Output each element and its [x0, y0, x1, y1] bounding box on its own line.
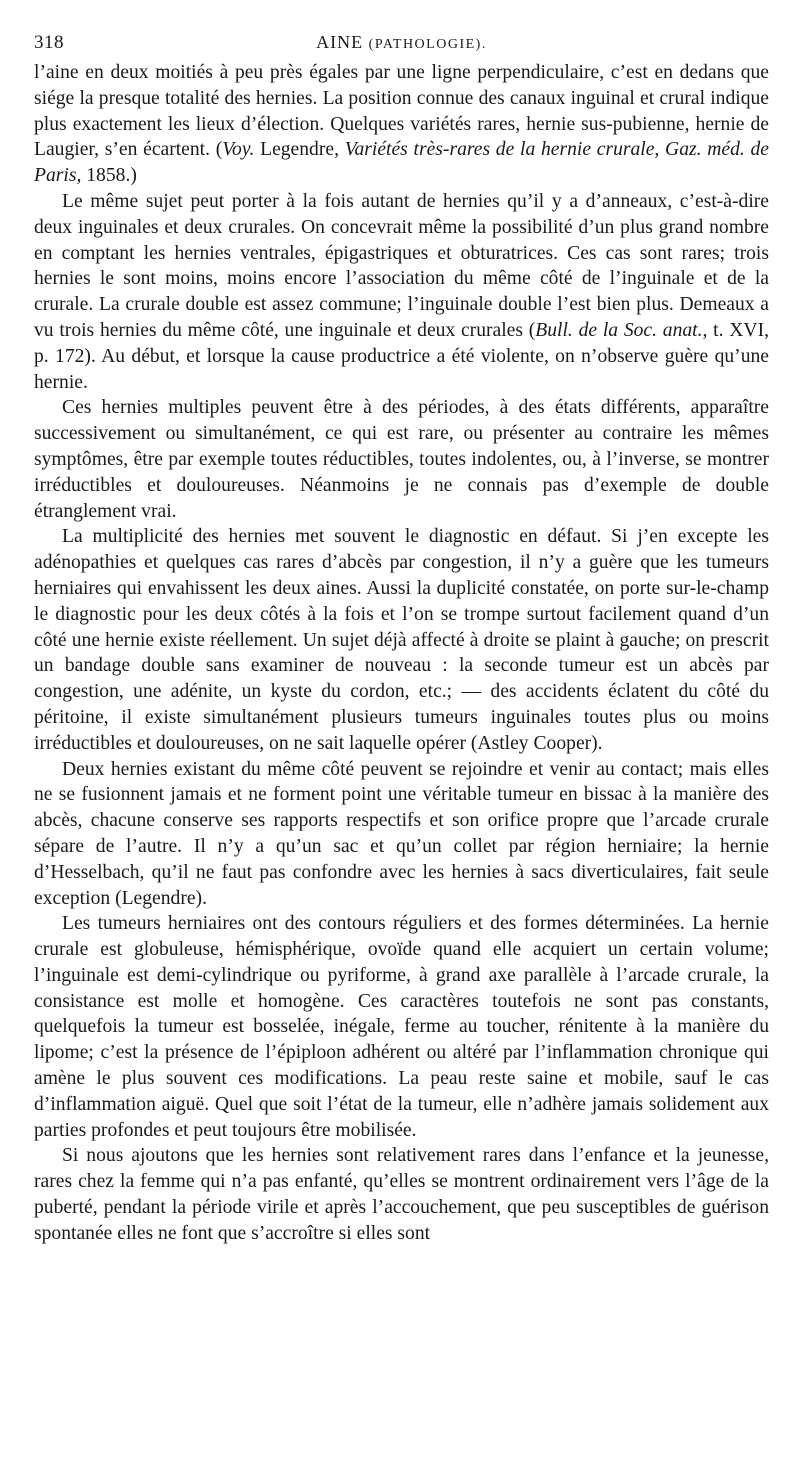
- paragraph: [34, 60, 769, 189]
- paragraph-text: 1858.): [81, 165, 137, 187]
- paragraph-text: Legendre,: [254, 139, 345, 161]
- paragraph-text: Le même sujet peut porter à la fois autant de hernies qu’il y a d’anneaux, c’est-à-dire deux inguinales et deux crurales. On concevrait même la possibilité d’un plus grand nombre en comptant les hernies ventrales, épigastriques et obturatrices. Ces cas sont rares; trois hernies le sont moins, moins encore l’association du même côté de l’inguinale et de la crurale. La crurale double est assez commune; l’inguinale double l’est bien plus. Demeaux a vu trois hernies du même côté, une inguinale et deux crurales (: [34, 190, 769, 341]
- paragraph-text: Les tumeurs herniaires ont des contours réguliers et des formes déterminées. La hernie crurale est globuleuse, hémisphérique, ovoïde quand elle acquiert un certain volume; l’inguinale est demi-cylindrique ou pyriforme, à grand axe parallèle à l’arcade crurale, la consistance est molle et homogène. Ces caractères toutefois ne sont pas constants, quelquefois la tumeur est bosselée, inégale, ferme au toucher, rénitente à la manière du lipome; c’est la présence de l’épiploon adhérent ou altéré par l’inflammation chronique qui amène le plus souvent ces modifications. La peau reste saine et mobile, sauf le cas d’inflammation aiguë. Quel que soit l’état de la tumeur, elle n’adhère jamais solidement aux parties profondes et peut toujours être mobilisée.: [34, 913, 769, 1141]
- italic-text: Voy.: [222, 139, 255, 161]
- paragraph: [34, 757, 769, 912]
- book-page: [34, 28, 769, 1247]
- paragraph: [34, 189, 769, 395]
- page-number: 318: [34, 32, 64, 53]
- paragraph-text: Ces hernies multiples peuvent être à des périodes, à des états différents, apparaître successivement ou simultanément, ce qui est rare, ou présenter au contraire les mêmes symptômes, être par exemple toutes réductibles, toutes indolentes, ou, à l’inverse, se montrer irréductibles et douloureuses. Néanmoins je ne connais pas d’exemple de double étranglement vrai.: [34, 397, 769, 522]
- paragraph-text: Deux hernies existant du même côté peuvent se rejoindre et venir au contact; mais elles ne se fusionnent jamais et ne forment point une véritable tumeur en bissac à la manière des abcès, chacune conserve ses rapports respectifs et son orifice propre que l’arcade crurale sépare de l’autre. Il n’y a qu’un sac et qu’un collet par région herniaire; la hernie d’Hesselbach, qu’il ne faut pas confondre avec les hernies à sacs diverticulaires, fait seule exception (Legendre).: [34, 758, 769, 909]
- running-title-main: AINE: [316, 32, 364, 52]
- paragraph: [34, 524, 769, 756]
- paragraph-text: La multiplicité des hernies met souvent le diagnostic en défaut. Si j’en excepte les adénopathies et quelques cas rares d’abcès par congestion, il n’y a guère que les tumeurs herniaires qui envahissent les deux aines. Aussi la duplicité constatée, on porte sur-le-champ le diagnostic pour les deux côtés à la fois et l’on se trompe surtout facilement quand d’un côté une hernie existe réellement. Un sujet déjà affecté à droite se plaint à gauche; on prescrit un bandage double sans examiner de nouveau : la seconde tumeur est un abcès par congestion, une adénite, un kyste du cordon, etc.; — des accidents éclatent du côté du péritoine, il existe simultanément plusieurs tumeurs inguinales toutes plus ou moins irréductibles et douloureuses, on ne sait laquelle opérer (Astley Cooper).: [34, 526, 769, 754]
- italic-text: Variétés très-rares de la hernie crurale, Gaz. méd. de Paris,: [34, 139, 769, 187]
- paragraph: [34, 395, 769, 524]
- paragraph-text: Si nous ajoutons que les hernies sont relativement rares dans l’enfance et la jeunesse, rares chez la femme qui n’a pas enfanté, qu’elles se montrent ordinairement vers l’âge de la puberté, pendant la période virile et après l’accouchement, que peu susceptibles de guérison spontanée elles ne font que s’accroître si elles sont: [34, 1145, 769, 1244]
- paragraph-text: , t. XVI, p. 172). Au début, et lorsque la cause productrice a été violente, on n’observe guère qu’une hernie.: [34, 319, 769, 393]
- page-header: [34, 28, 769, 58]
- body-text: [34, 60, 769, 1247]
- running-title: [34, 32, 769, 53]
- italic-text: Bull. de la Soc. anat.: [535, 319, 703, 341]
- paragraph: [34, 1143, 769, 1246]
- paragraph-text: l’aine en deux moitiés à peu près égales par une ligne perpendiculaire, c’est en dedans que siége la presque totalité des hernies. La position connue des canaux inguinal et crural indique plus exactement les lieux d’élection. Quelques variétés rares, hernie sus-pubienne, hernie de Laugier, s’en écartent. (: [34, 62, 769, 161]
- running-title-sub: (PATHOLOGIE).: [368, 37, 487, 52]
- paragraph: [34, 911, 769, 1143]
